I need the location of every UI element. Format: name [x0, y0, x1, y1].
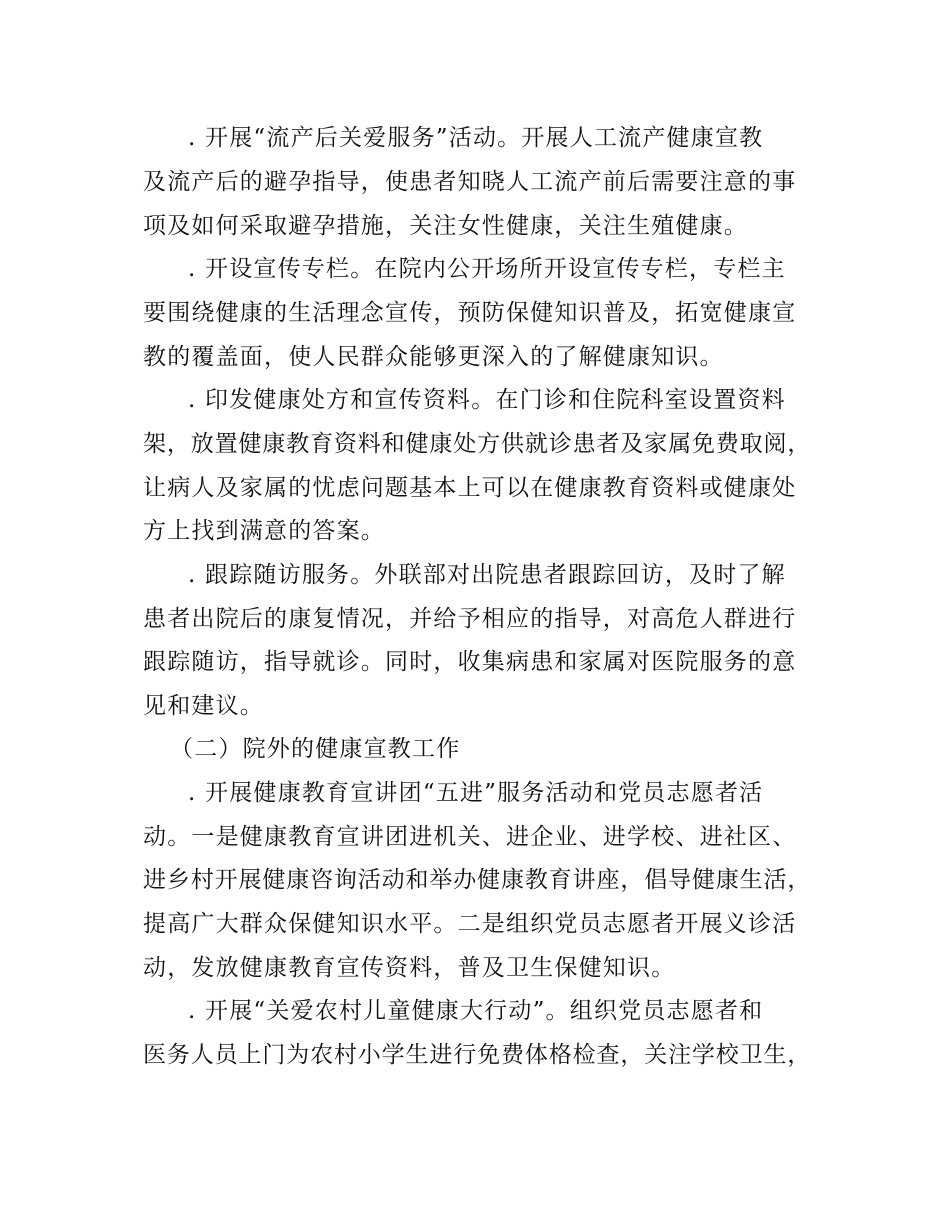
- paragraph-2-line-1: . 开设宣传专栏。在院内公开场所开设宣传专栏，专栏主: [188, 256, 786, 282]
- paragraph-2-line-2: 要围绕健康的生活理念宣传，预防保健知识普及，拓宽健康宣: [143, 300, 797, 326]
- paragraph-1-line-3: 项及如何采取避孕措施，关注女性健康，关注生殖健康。: [143, 213, 748, 239]
- paragraph-5-line-2: 动。一是健康教育宣讲团进机关、进企业、进学校、进社区、: [143, 824, 797, 850]
- paragraph-6-line-2: 医务人员上门为农村小学生进行免费体格检查，关注学校卫生，: [143, 1042, 812, 1068]
- paragraph-5-line-4: 提高广大群众保健知识水平。二是组织党员志愿者开展义诊活: [143, 911, 797, 937]
- paragraph-3-line-4: 方上找到满意的答案。: [143, 518, 385, 544]
- paragraph-4-line-2: 患者出院后的康复情况，并给予相应的指导，对高危人群进行: [143, 606, 797, 632]
- paragraph-5-line-5: 动，发放健康教育宣传资料，普及卫生保健知识。: [143, 955, 676, 981]
- section-heading: （二）院外的健康宣教工作: [170, 736, 461, 762]
- paragraph-6-line-1: . 开展“关爱农村儿童健康大行动”。组织党员志愿者和: [188, 998, 764, 1024]
- paragraph-3-line-2: 架，放置健康教育资料和健康处方供就诊患者及家属免费取阅，: [143, 431, 812, 457]
- paragraph-3-line-3: 让病人及家属的忧虑问题基本上可以在健康教育资料或健康处: [143, 475, 797, 501]
- paragraph-1-line-2: 及流产后的避孕指导，使患者知晓人工流产前后需要注意的事: [143, 169, 797, 195]
- paragraph-1-line-1: . 开展“流产后关爱服务”活动。开展人工流产健康宣教: [188, 125, 764, 151]
- paragraph-4-line-3: 跟踪随访，指导就诊。同时，收集病患和家属对医院服务的意: [143, 649, 797, 675]
- paragraph-3-line-1: . 印发健康处方和宣传资料。在门诊和住院科室设置资料: [188, 387, 786, 413]
- paragraph-5-line-3: 进乡村开展健康咨询活动和举办健康教育讲座，倡导健康生活，: [143, 867, 812, 893]
- paragraph-4-line-1: . 跟踪随访服务。外联部对出院患者跟踪回访，及时了解: [188, 562, 786, 588]
- paragraph-4-line-4: 见和建议。: [143, 693, 264, 719]
- paragraph-2-line-3: 教的覆盖面，使人民群众能够更深入的了解健康知识。: [143, 344, 724, 370]
- paragraph-5-line-1: . 开展健康教育宣讲团“五进”服务活动和党员志愿者活: [188, 780, 764, 806]
